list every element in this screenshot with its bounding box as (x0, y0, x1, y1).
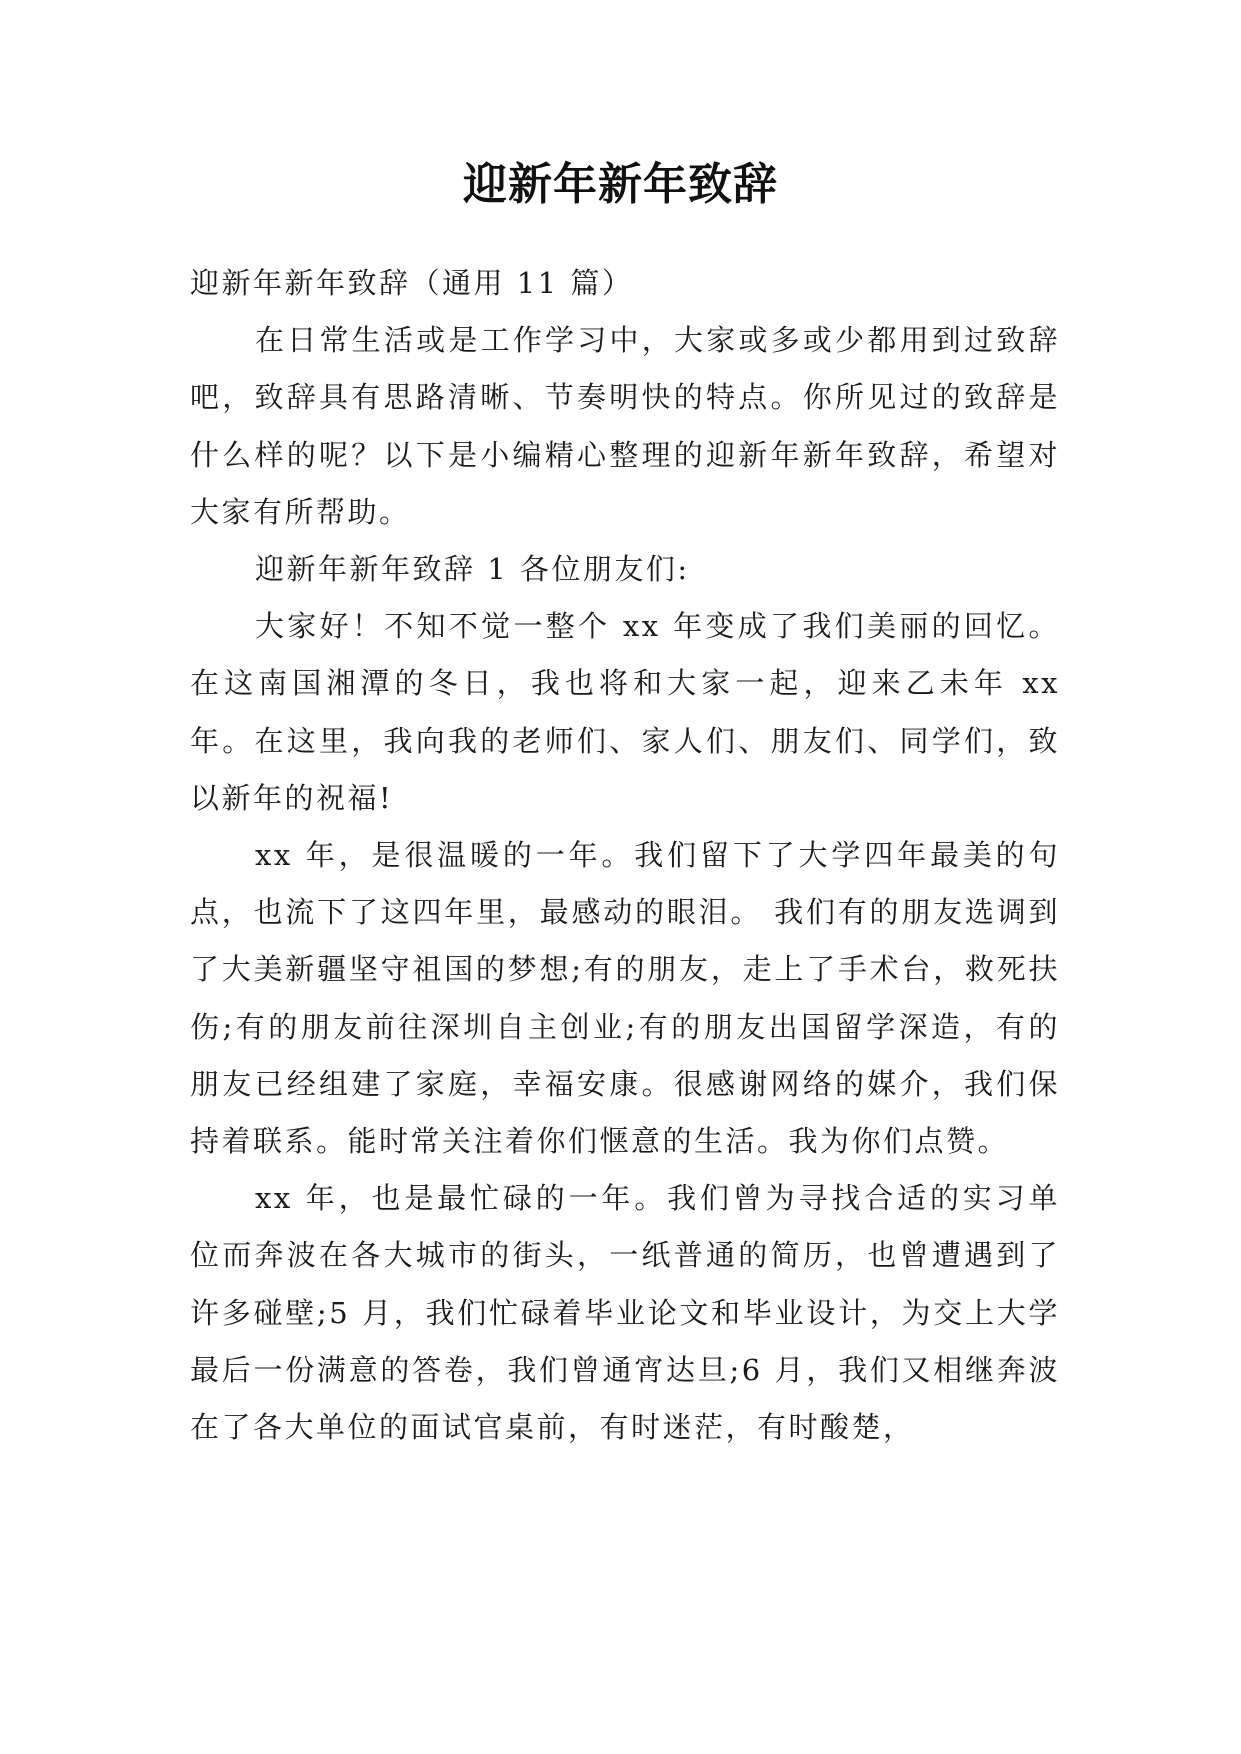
greeting-paragraph: 大家好！不知不觉一整个 xx 年变成了我们美丽的回忆。在这南国湘潭的冬日，我也将和大家一起，迎来乙未年 xx 年。在这里，我向我的老师们、家人们、朋友们、同学们，致以新年的祝福! (190, 609, 1060, 815)
warm-year-paragraph: xx 年，是很温暖的一年。我们留下了大学四年最美的句点，也流下了这四年里，最感动的眼泪。 我们有的朋友选调到了大美新疆坚守祖国的梦想;有的朋友，走上了手术台，救死扶伤;有的朋友前往深圳自主创业;有的朋友出国留学深造，有的朋友已经组建了家庭，幸福安康。很感谢网络的媒介，我们保持着联系。能时常关注着你们惬意的生活。我为你们点赞。 (190, 838, 1060, 1159)
busy-year-paragraph: xx 年，也是最忙碌的一年。我们曾为寻找合适的实习单位而奔波在各大城市的街头，一纸普通的简历，也曾遭遇到了许多碰壁;5 月，我们忙碌着毕业论文和毕业设计，为交上大学最后一份满意的答卷，我们曾通宵达旦;6 月，我们又相继奔波在了各大单位的面试官桌前，有时迷茫，有时酸楚， (190, 1181, 1060, 1445)
intro-paragraph: 在日常生活或是工作学习中，大家或多或少都用到过致辞吧，致辞具有思路清晰、节奏明快的特点。你所见过的致辞是什么样的呢？以下是小编精心整理的迎新年新年致辞，希望对大家有所帮助。 (190, 323, 1060, 529)
document-body (190, 255, 1060, 1456)
subtitle-paragraph: 迎新年新年致辞（通用 11 篇） (190, 266, 634, 300)
document-title: 迎新年新年致辞 (463, 159, 778, 210)
section-heading-paragraph: 迎新年新年致辞 1 各位朋友们: (255, 552, 690, 587)
